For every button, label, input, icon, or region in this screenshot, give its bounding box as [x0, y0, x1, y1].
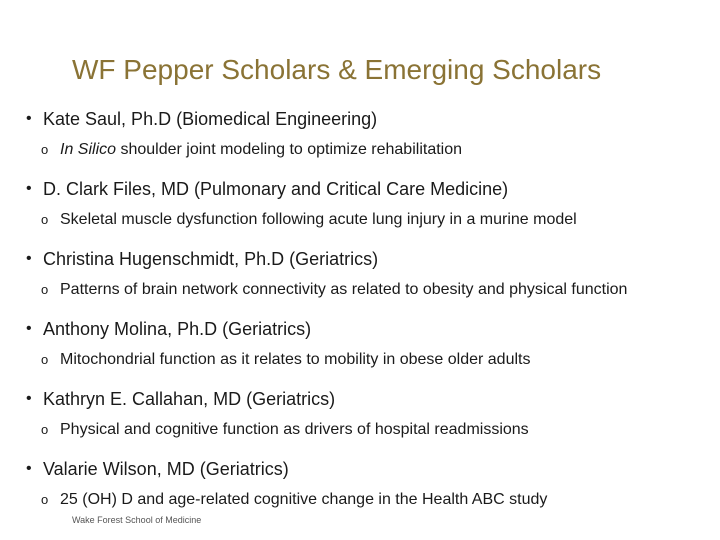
bullet-icon: •: [26, 460, 32, 477]
scholar-name: Kathryn E. Callahan, MD (Geriatrics): [43, 389, 336, 409]
scholar-name: Kate Saul, Ph.D (Biomedical Engineering): [43, 109, 378, 129]
list-item: [24, 178, 704, 230]
scholar-name: Christina Hugenschmidt, Ph.D (Geriatrics): [43, 249, 379, 269]
list-item: [24, 388, 704, 440]
sub-bullet-icon: o: [41, 142, 49, 157]
sub-bullet-icon: o: [41, 352, 49, 367]
sub-bullet-icon: o: [41, 492, 49, 507]
scholar-detail: Patterns of brain network connectivity as related to obesity and physical function: [60, 281, 628, 298]
list-item: [24, 318, 704, 370]
slide-title: WF Pepper Scholars & Emerging Scholars: [72, 54, 602, 85]
bullet-icon: •: [26, 180, 32, 197]
footer-text: Wake Forest School of Medicine: [72, 515, 202, 525]
sub-bullet-icon: o: [41, 282, 49, 297]
scholar-detail: shoulder joint modeling to optimize rehabilitation: [116, 141, 463, 158]
sub-bullet-icon: o: [41, 422, 49, 437]
scholar-name: Valarie Wilson, MD (Geriatrics): [43, 459, 289, 479]
scholar-name: D. Clark Files, MD (Pulmonary and Critical Care Medicine): [43, 179, 509, 199]
scholar-name: Anthony Molina, Ph.D (Geriatrics): [43, 319, 312, 339]
list-item: [24, 248, 704, 300]
list-item: [24, 108, 704, 160]
scholar-detail: Physical and cognitive function as drivers of hospital readmissions: [60, 421, 529, 438]
list-item: [24, 458, 704, 510]
bullet-icon: •: [26, 110, 32, 127]
scholar-detail-italic: In Silico: [60, 141, 117, 158]
scholar-list: [24, 108, 704, 510]
scholar-detail: Skeletal muscle dysfunction following acute lung injury in a murine model: [60, 211, 577, 228]
scholar-detail: Mitochondrial function as it relates to mobility in obese older adults: [60, 351, 531, 368]
scholar-detail: 25 (OH) D and age-related cognitive change in the Health ABC study: [60, 491, 548, 508]
bullet-icon: •: [26, 250, 32, 267]
sub-bullet-icon: o: [41, 212, 49, 227]
bullet-icon: •: [26, 320, 32, 337]
bullet-icon: •: [26, 390, 32, 407]
